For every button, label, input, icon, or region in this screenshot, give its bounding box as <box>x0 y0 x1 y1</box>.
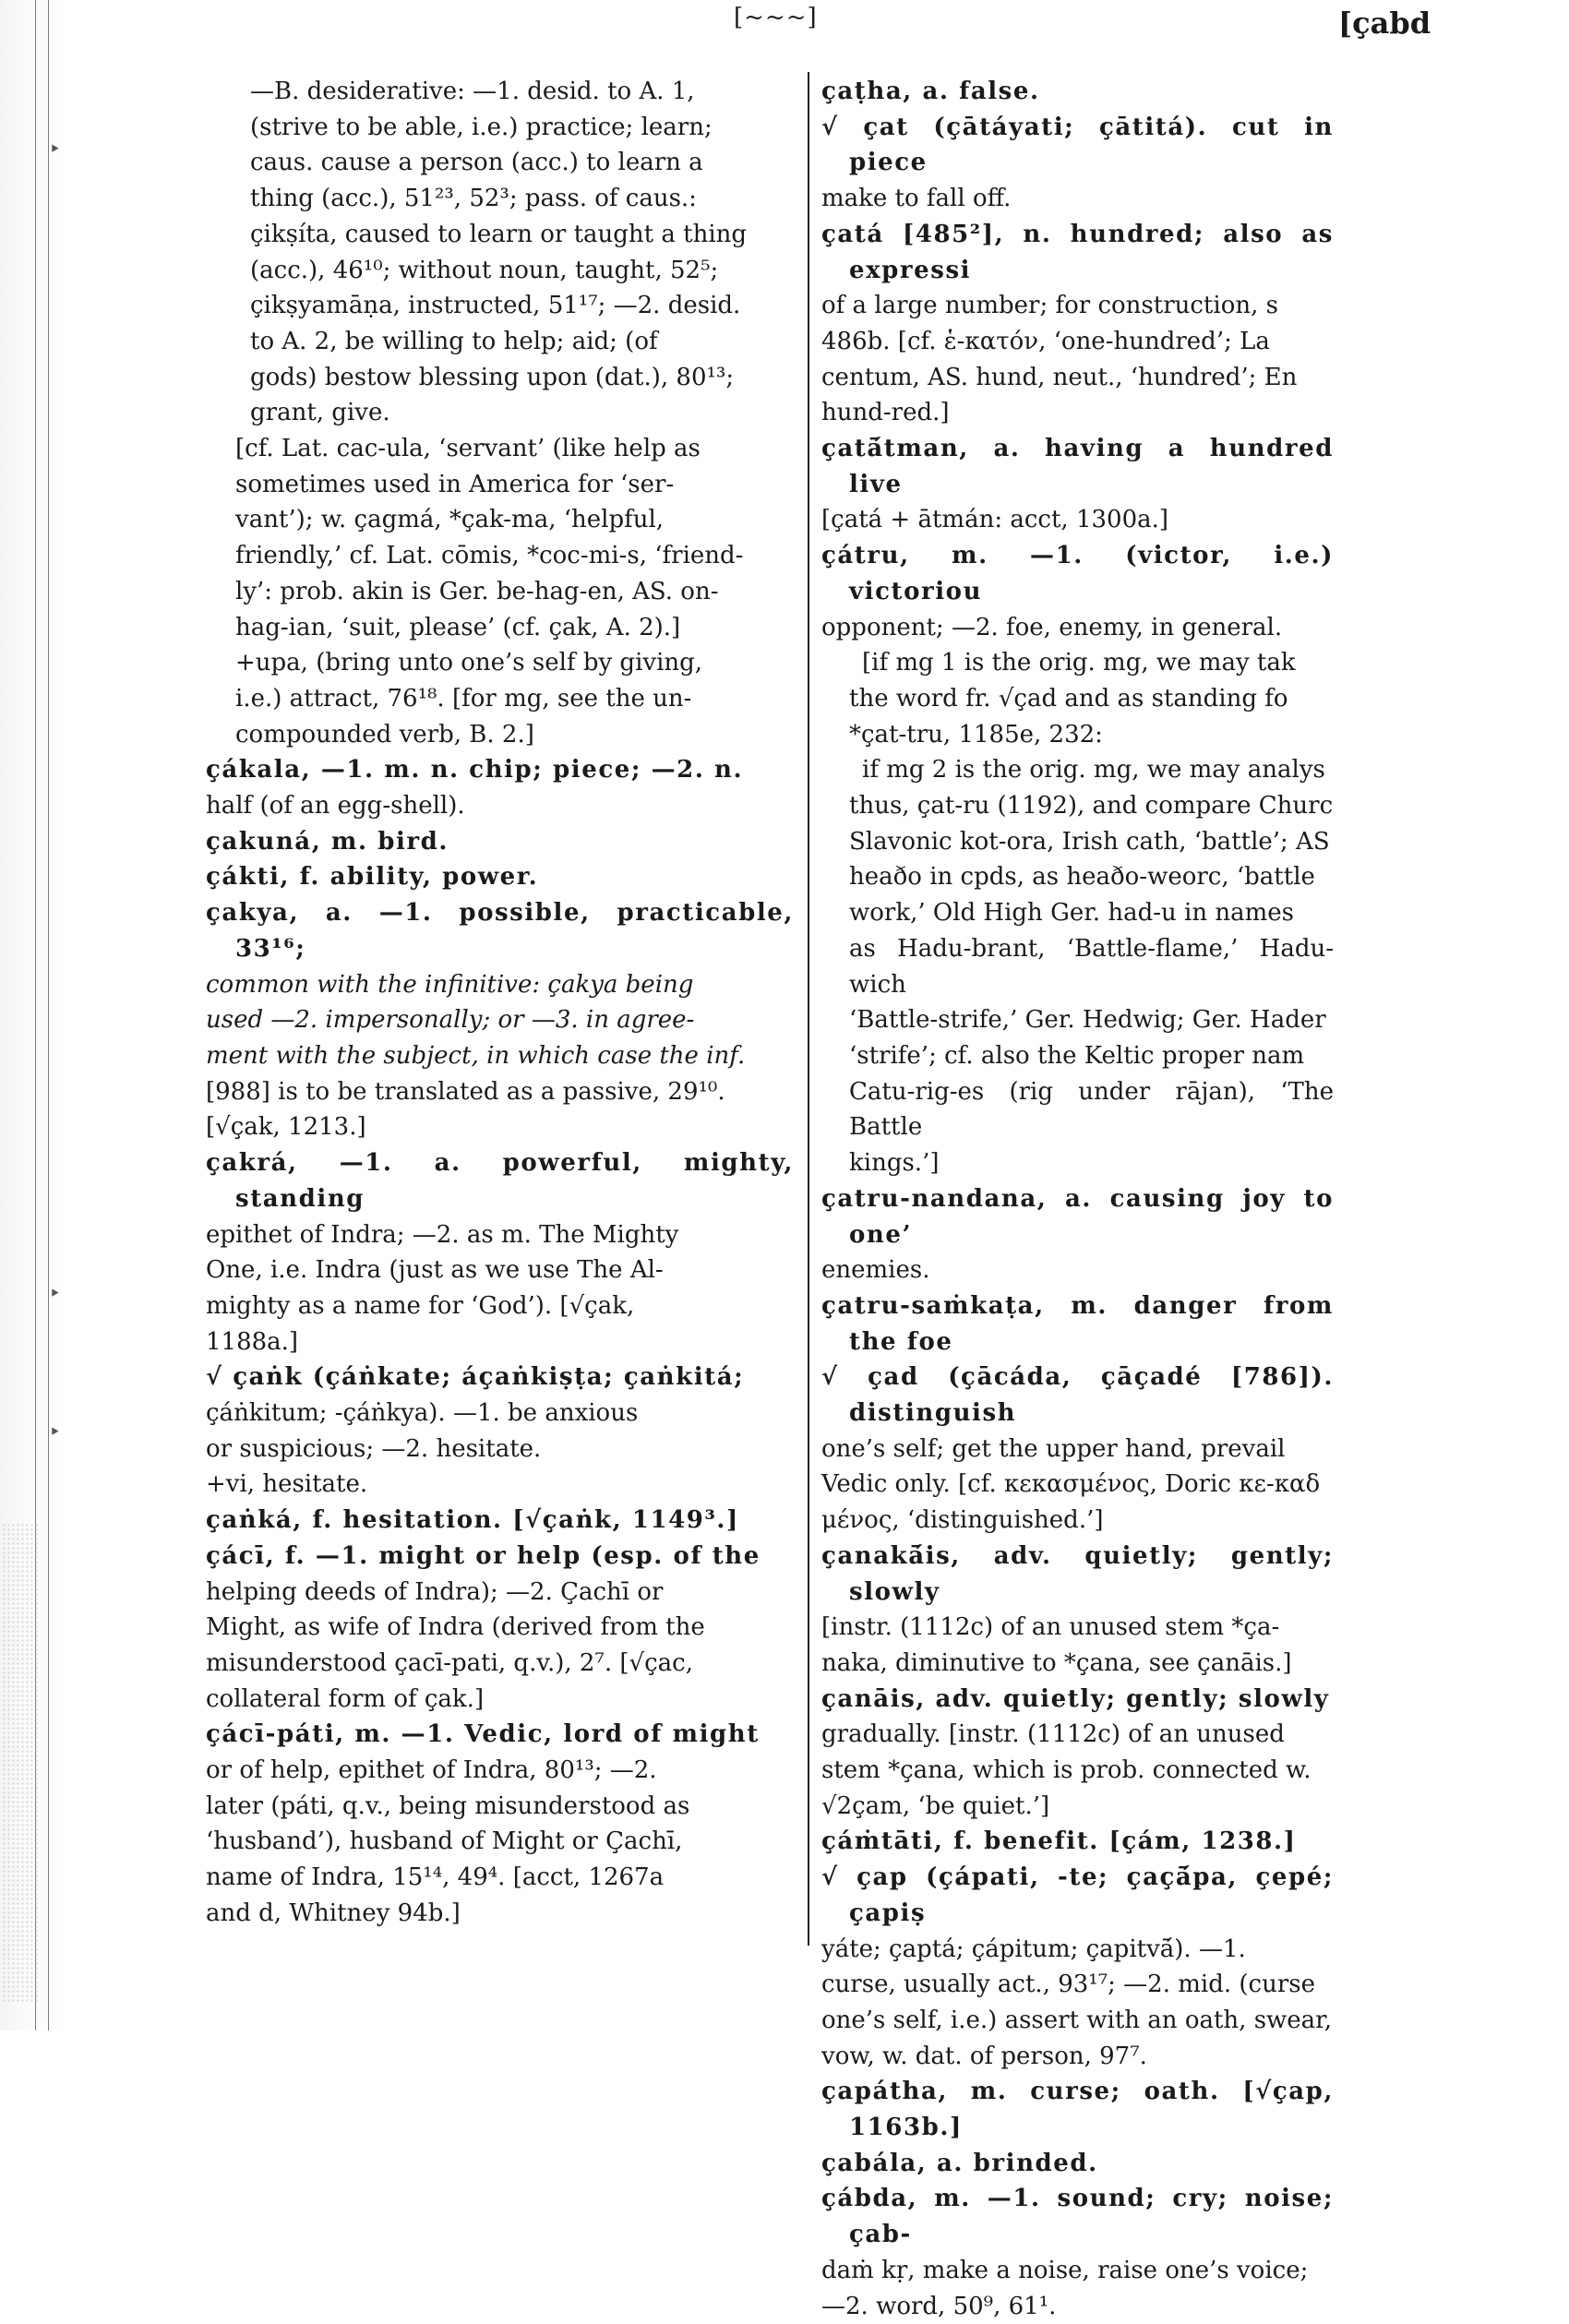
entry-sabala <box>821 2146 1334 2182</box>
text-line: one’s self; get the upper hand, prevail <box>821 1434 1286 1463</box>
entry-satru <box>821 538 1334 645</box>
text-line: or suspicious; —2. hesitate. <box>206 1434 542 1463</box>
headword-line: çaṅká, f. hesitation. [√çaṅk, 1149³.] <box>206 1506 739 1535</box>
text-line: Slavonic kot-ora, Irish cath, ‘battle’; AS <box>849 827 1330 856</box>
headword-line: √ çat (çātáyati; çātitá). cut in piece <box>821 113 1334 177</box>
text-line: the word fr. √çad and as standing fo <box>849 684 1288 713</box>
text-line: collateral form of çak.] <box>206 1684 485 1713</box>
text-line: [cf. Lat. cac-ula, ‘servant’ (like help as <box>235 435 701 463</box>
entry-sakuna <box>206 824 794 860</box>
text-line: name of Indra, 15¹⁴, 49⁴. [acct, 1267a <box>206 1863 665 1892</box>
entry-root-sap <box>821 1860 1334 2074</box>
etymology-note <box>821 645 1334 1181</box>
text-line: çáṅkitum; -çáṅkya). —1. be anxious <box>206 1399 639 1428</box>
text-line: hund-red.] <box>821 399 950 427</box>
entry-satha <box>821 74 1334 110</box>
text-line: i.e.) attract, 76¹⁸. [for mg, see the un- <box>235 684 692 713</box>
text-line: [988] is to be translated as a passive, 29¹⁰. <box>206 1077 725 1106</box>
headword-line: çácī-páti, m. —1. Vedic, lord of might <box>206 1720 760 1749</box>
text-line: [çatá + ātmán: acct, 1300a.] <box>821 506 1169 534</box>
text-line: heaðo in cpds, as heaðo-weorc, ‘battle <box>849 863 1315 892</box>
text-line: ‘Battle-strife,’ Ger. Hedwig; Ger. Hader <box>849 1006 1326 1035</box>
text-line: vant’); w. çagmá, *çak-ma, ‘helpful, <box>235 506 665 534</box>
etymology-note <box>206 431 794 645</box>
text-line: *çat-tru, 1185e, 232: <box>849 720 1103 749</box>
text-line: thing (acc.), 51²³, 52³; pass. of caus.: <box>250 185 697 213</box>
text-line: ‘husband’), husband of Might or Çachī, <box>206 1827 683 1856</box>
text-line: —B. desiderative: —1. desid. to A. 1, <box>250 78 695 105</box>
headword-line: çábda, m. —1. sound; cry; noise; çab- <box>821 2185 1334 2249</box>
entry-root-sank <box>206 1360 794 1503</box>
text-line: misunderstood çacī-pati, q.v.), 2⁷. [√çac, <box>206 1648 693 1677</box>
entry-satru-samkata <box>821 1288 1334 1360</box>
right-column <box>821 74 1334 2324</box>
text-line: 1188a.] <box>206 1327 299 1356</box>
entry-sapatha <box>821 2074 1334 2145</box>
entry-sakra <box>206 1145 794 1360</box>
text-line: caus. cause a person (acc.) to learn a <box>250 149 703 177</box>
entry-root-sat <box>821 110 1334 217</box>
text-line: and d, Whitney 94b.] <box>206 1899 461 1927</box>
text-line: çikṣyamāṇa, instructed, 51¹⁷; —2. desid. <box>250 292 741 320</box>
text-line: as Hadu-brant, ‘Battle-flame,’ Hadu-wich <box>849 934 1334 999</box>
headword-line: çakya, a. —1. possible, practicable, 33¹⁶; <box>206 899 794 963</box>
text-line: naka, diminutive to *çana, see çanāis.] <box>821 1648 1292 1677</box>
text-line: —2. word, 50⁹, 61¹. <box>821 2292 1057 2320</box>
column-divider <box>808 72 809 1946</box>
entry-sakti <box>206 859 794 895</box>
headword-line: çapátha, m. curse; oath. [√çap, 1163b.] <box>821 2078 1334 2142</box>
text-line: ment with the subject, in which case the inf. <box>206 1041 746 1070</box>
text-line: [if mg 1 is the orig. mg, we may tak <box>862 649 1296 677</box>
headword-line: çácī, f. —1. might or help (esp. of the <box>206 1541 761 1570</box>
text-line: (acc.), 46¹⁰; without noun, taught, 52⁵; <box>250 256 719 284</box>
text-line: (strive to be able, i.e.) practice; learn; <box>250 113 713 141</box>
text-line: One, i.e. Indra (just as we use The Al- <box>206 1256 664 1285</box>
entry-sakala <box>206 752 794 823</box>
text-line: Catu-rig-es (rig under rājan), ‘The Battle <box>849 1077 1334 1142</box>
text-line: gradually. [instr. (1112c) of an unused <box>821 1720 1285 1749</box>
headword-line: çanāis, adv. quietly; gently; slowly <box>821 1684 1330 1713</box>
headword-line: çakuná, m. bird. <box>206 827 449 856</box>
text-line: half (of an egg-shell). <box>206 792 465 821</box>
headword-line: √ çaṅk (çáṅkate; áçaṅkiṣṭa; çaṅkitá; <box>206 1363 745 1392</box>
text-line: friendly,’ cf. Lat. cōmis, *coc-mi-s, ‘friend- <box>235 542 744 570</box>
headword-line: çatá [485²], n. hundred; also as expressi <box>821 220 1334 284</box>
text-line: or of help, epithet of Indra, 80¹³; —2. <box>206 1756 657 1785</box>
headword-line: √ çap (çápati, -te; çaçā́pa, çepé; çapiṣ <box>821 1863 1334 1927</box>
headword-line: çanakā́is, adv. quietly; gently; slowly <box>821 1541 1334 1606</box>
text-line: of a large number; for construction, s <box>821 292 1278 320</box>
text-line: [instr. (1112c) of an unused stem *ça- <box>821 1613 1280 1642</box>
text-line: yáte; çaptá; çápitum; çapitvā́). —1. <box>821 1935 1246 1963</box>
entry-sakya <box>206 895 794 1145</box>
entry-satru-nandana <box>821 1181 1334 1288</box>
headword-line: çákti, f. ability, power. <box>206 863 539 892</box>
text-line: opponent; —2. foe, enemy, in general. <box>821 613 1283 641</box>
text-line: to A. 2, be willing to help; aid; (of <box>250 327 658 355</box>
headword-line: çatru-nandana, a. causing joy to one’ <box>821 1184 1334 1249</box>
text-line: ‘strife’; cf. also the Keltic proper nam <box>849 1041 1305 1070</box>
text-line: ly’: prob. akin is Ger. be-hag-en, AS. on- <box>235 577 719 605</box>
text-line: mighty as a name for ‘God’). [√çak, <box>206 1291 635 1320</box>
headword-line: çakrá, —1. a. powerful, mighty, standing <box>206 1149 794 1213</box>
text-line: one’s self, i.e.) assert with an oath, swear, <box>821 2006 1333 2034</box>
running-head: [çabd <box>1338 6 1431 41</box>
scan-noise <box>2 1523 39 2003</box>
text-line: gods) bestow blessing upon (dat.), 80¹³; <box>250 363 735 391</box>
headword-line: çabála, a. brinded. <box>821 2149 1098 2177</box>
entry-saci <box>206 1539 794 1718</box>
text-line: +upa, (bring unto one’s self by giving, <box>235 649 703 677</box>
text-line: common with the infinitive: çakya being <box>206 970 694 999</box>
text-line: sometimes used in America for ‘ser- <box>235 470 675 498</box>
text-line: +vi, hesitate. <box>206 1470 368 1499</box>
headword-line: çatā́tman, a. having a hundred live <box>821 435 1334 498</box>
entry-root-sad <box>821 1360 1334 1539</box>
text-line: 486b. [cf. ἑ-κατόν, ‘one-hundred’; La <box>821 327 1270 355</box>
scan-binding-line <box>48 0 49 2031</box>
text-line: if mg 2 is the orig. mg, we may analys <box>862 756 1325 785</box>
headword-line: çákala, —1. m. n. chip; piece; —2. n. <box>206 756 744 785</box>
margin-mark: ‣ <box>49 1283 61 1306</box>
text-line: μένος, ‘distinguished.’] <box>821 1506 1104 1535</box>
entry-sabda <box>821 2181 1334 2324</box>
entry-sanakais <box>821 1539 1334 1682</box>
text-line: stem *çana, which is prob. connected w. <box>821 1756 1311 1785</box>
text-line: vow, w. dat. of person, 97⁷. <box>821 2042 1147 2070</box>
text-line: work,’ Old High Ger. had-u in names <box>849 899 1294 928</box>
text-line: Vedic only. [cf. κεκασμένος, Doric κε-καδ <box>821 1470 1321 1499</box>
entry-saci-pati <box>206 1717 794 1931</box>
text-line: centum, AS. hund, neut., ‘hundred’; En <box>821 363 1298 391</box>
text-line: later (páti, q.v., being misunderstood as <box>206 1791 690 1820</box>
text-line: daṁ kṛ, make a noise, raise one’s voice; <box>821 2256 1309 2284</box>
text-line: [√çak, 1213.] <box>206 1113 366 1142</box>
entry-satatman <box>821 431 1334 538</box>
margin-mark: ‣ <box>49 1421 61 1444</box>
text-line: enemies. <box>821 1256 930 1285</box>
entry-sanka <box>206 1503 794 1539</box>
text-line: grant, give. <box>250 399 390 427</box>
text-line: kings.’] <box>849 1149 940 1178</box>
headword-line: çaṭha, a. false. <box>821 78 1040 105</box>
headword-line: çáṁtāti, f. benefit. [çám, 1238.] <box>821 1827 1297 1856</box>
text-line: compounded verb, B. 2.] <box>235 720 534 749</box>
headword-line: √ çad (çācáda, çāçadé [786]). distinguish <box>821 1363 1334 1428</box>
text-line: curse, usually act., 93¹⁷; —2. mid. (curse <box>821 1971 1315 1999</box>
margin-mark: ‣ <box>49 138 61 162</box>
text-line: used —2. impersonally; or —3. in agree- <box>206 1006 695 1035</box>
left-column <box>206 74 794 1932</box>
headword-line: çátru, m. —1. (victor, i.e.) victoriou <box>821 542 1334 605</box>
entry-sak-desiderative <box>206 74 794 431</box>
text-line: epithet of Indra; —2. as m. The Mighty <box>206 1220 679 1249</box>
text-line: make to fall off. <box>821 185 1012 213</box>
text-line: √2çam, ‘be quiet.’] <box>821 1791 1050 1820</box>
entry-samtati <box>821 1824 1334 1860</box>
headword-line: çatru-saṁkaṭa, m. danger from the foe <box>821 1291 1334 1356</box>
text-line: helping deeds of Indra); —2. Çachī or <box>206 1577 664 1606</box>
entry-sata <box>821 217 1334 431</box>
text-line: çikṣíta, caused to learn or taught a thing <box>250 220 748 248</box>
entry-upa <box>206 645 794 752</box>
text-line: thus, çat-ru (1192), and compare Churc <box>849 792 1334 821</box>
text-line: Might, as wife of Indra (derived from the <box>206 1613 705 1642</box>
entry-sanais <box>821 1682 1334 1825</box>
page-number: [~~~] <box>734 4 818 31</box>
text-line: hag-ian, ‘suit, please’ (cf. çak, A. 2).] <box>235 613 681 641</box>
